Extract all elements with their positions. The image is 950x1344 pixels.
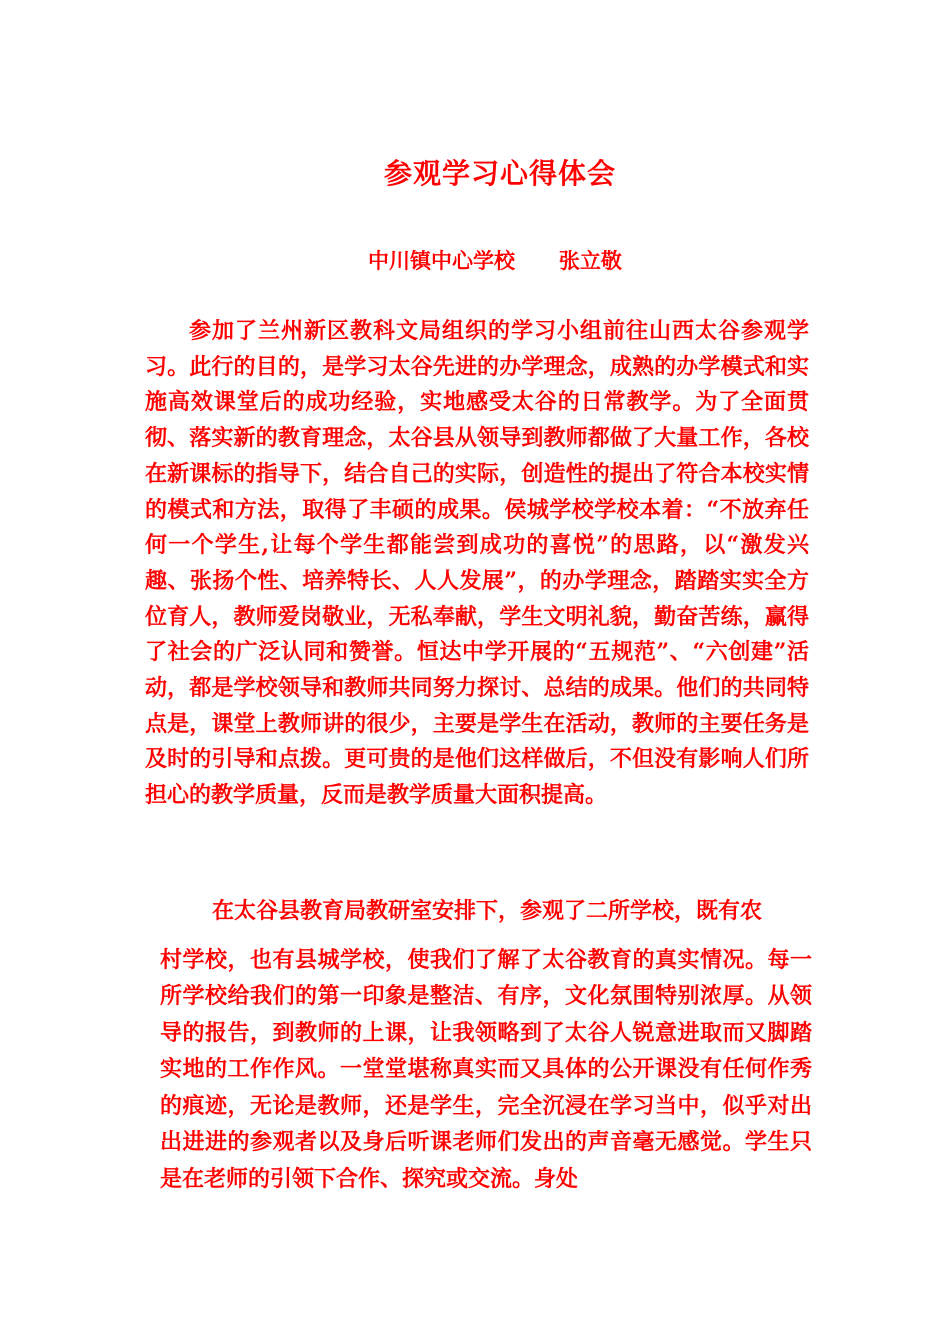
- body-paragraph-2-first-line: 在太谷县教育局教研室安排下，参观了二所学校，既有农: [212, 898, 763, 924]
- document-title: 参观学习心得体会: [383, 157, 616, 190]
- body-paragraph-2-text: 村学校，也有县城学校，使我们了解了太谷教育的真实情况。每一所学校给我们的第一印象是整洁、有序，文化氛围特别浓厚。从领导的报告，到教师的上课，让我领略到了太谷人锐意进取而又脚踏实地的工作作风。一堂堂堪称真实而又具体的公开课没有任何作秀的痕迹，无论是教师，还是学生，完全沉浸在学习当中，似乎对出出进进的参观者以及身后听课老师们发出的声音毫无感觉。学生只是在老师的引领下合作、探究或交流。身处: [160, 946, 812, 1192]
- body-paragraph-2: [160, 893, 812, 1197]
- body-paragraph-1: 参加了兰州新区教科文局组织的学习小组前往山西太谷参观学习。此行的目的，是学习太谷先进的办学理念，成熟的办学模式和实施高效课堂后的成功经验，实地感受太谷的日常教学。为了全面贯彻、落实新的教育理念，太谷县从领导到教师都做了大量工作，各校在新课标的指导下，结合自己的实际，创造性的提出了符合本校实情的模式和方法，取得了丰硕的成果。侯城学校学校本着：“不放弃任何一个学生,让每个学生都能尝到成功的喜悦”的思路，以“激发兴趣、张扬个性、培养特长、人人发展”，的办学理念，踏踏实实全方位育人，教师爱岗敬业，无私奉献，学生文明礼貌，勤奋苦练，赢得了社会的广泛认同和赞誉。恒达中学开展的“五规范”、“六创建”活动，都是学校领导和教师共同努力探讨、总结的成果。他们的共同特点是，课堂上教师讲的很少，主要是学生在活动，教师的主要任务是及时的引导和点拨。更可贵的是他们这样做后，不但没有影响人们所担心的教学质量，反而是教学质量大面积提高。: [145, 318, 809, 809]
- author-byline: 中川镇中心学校 张立敬: [368, 248, 622, 273]
